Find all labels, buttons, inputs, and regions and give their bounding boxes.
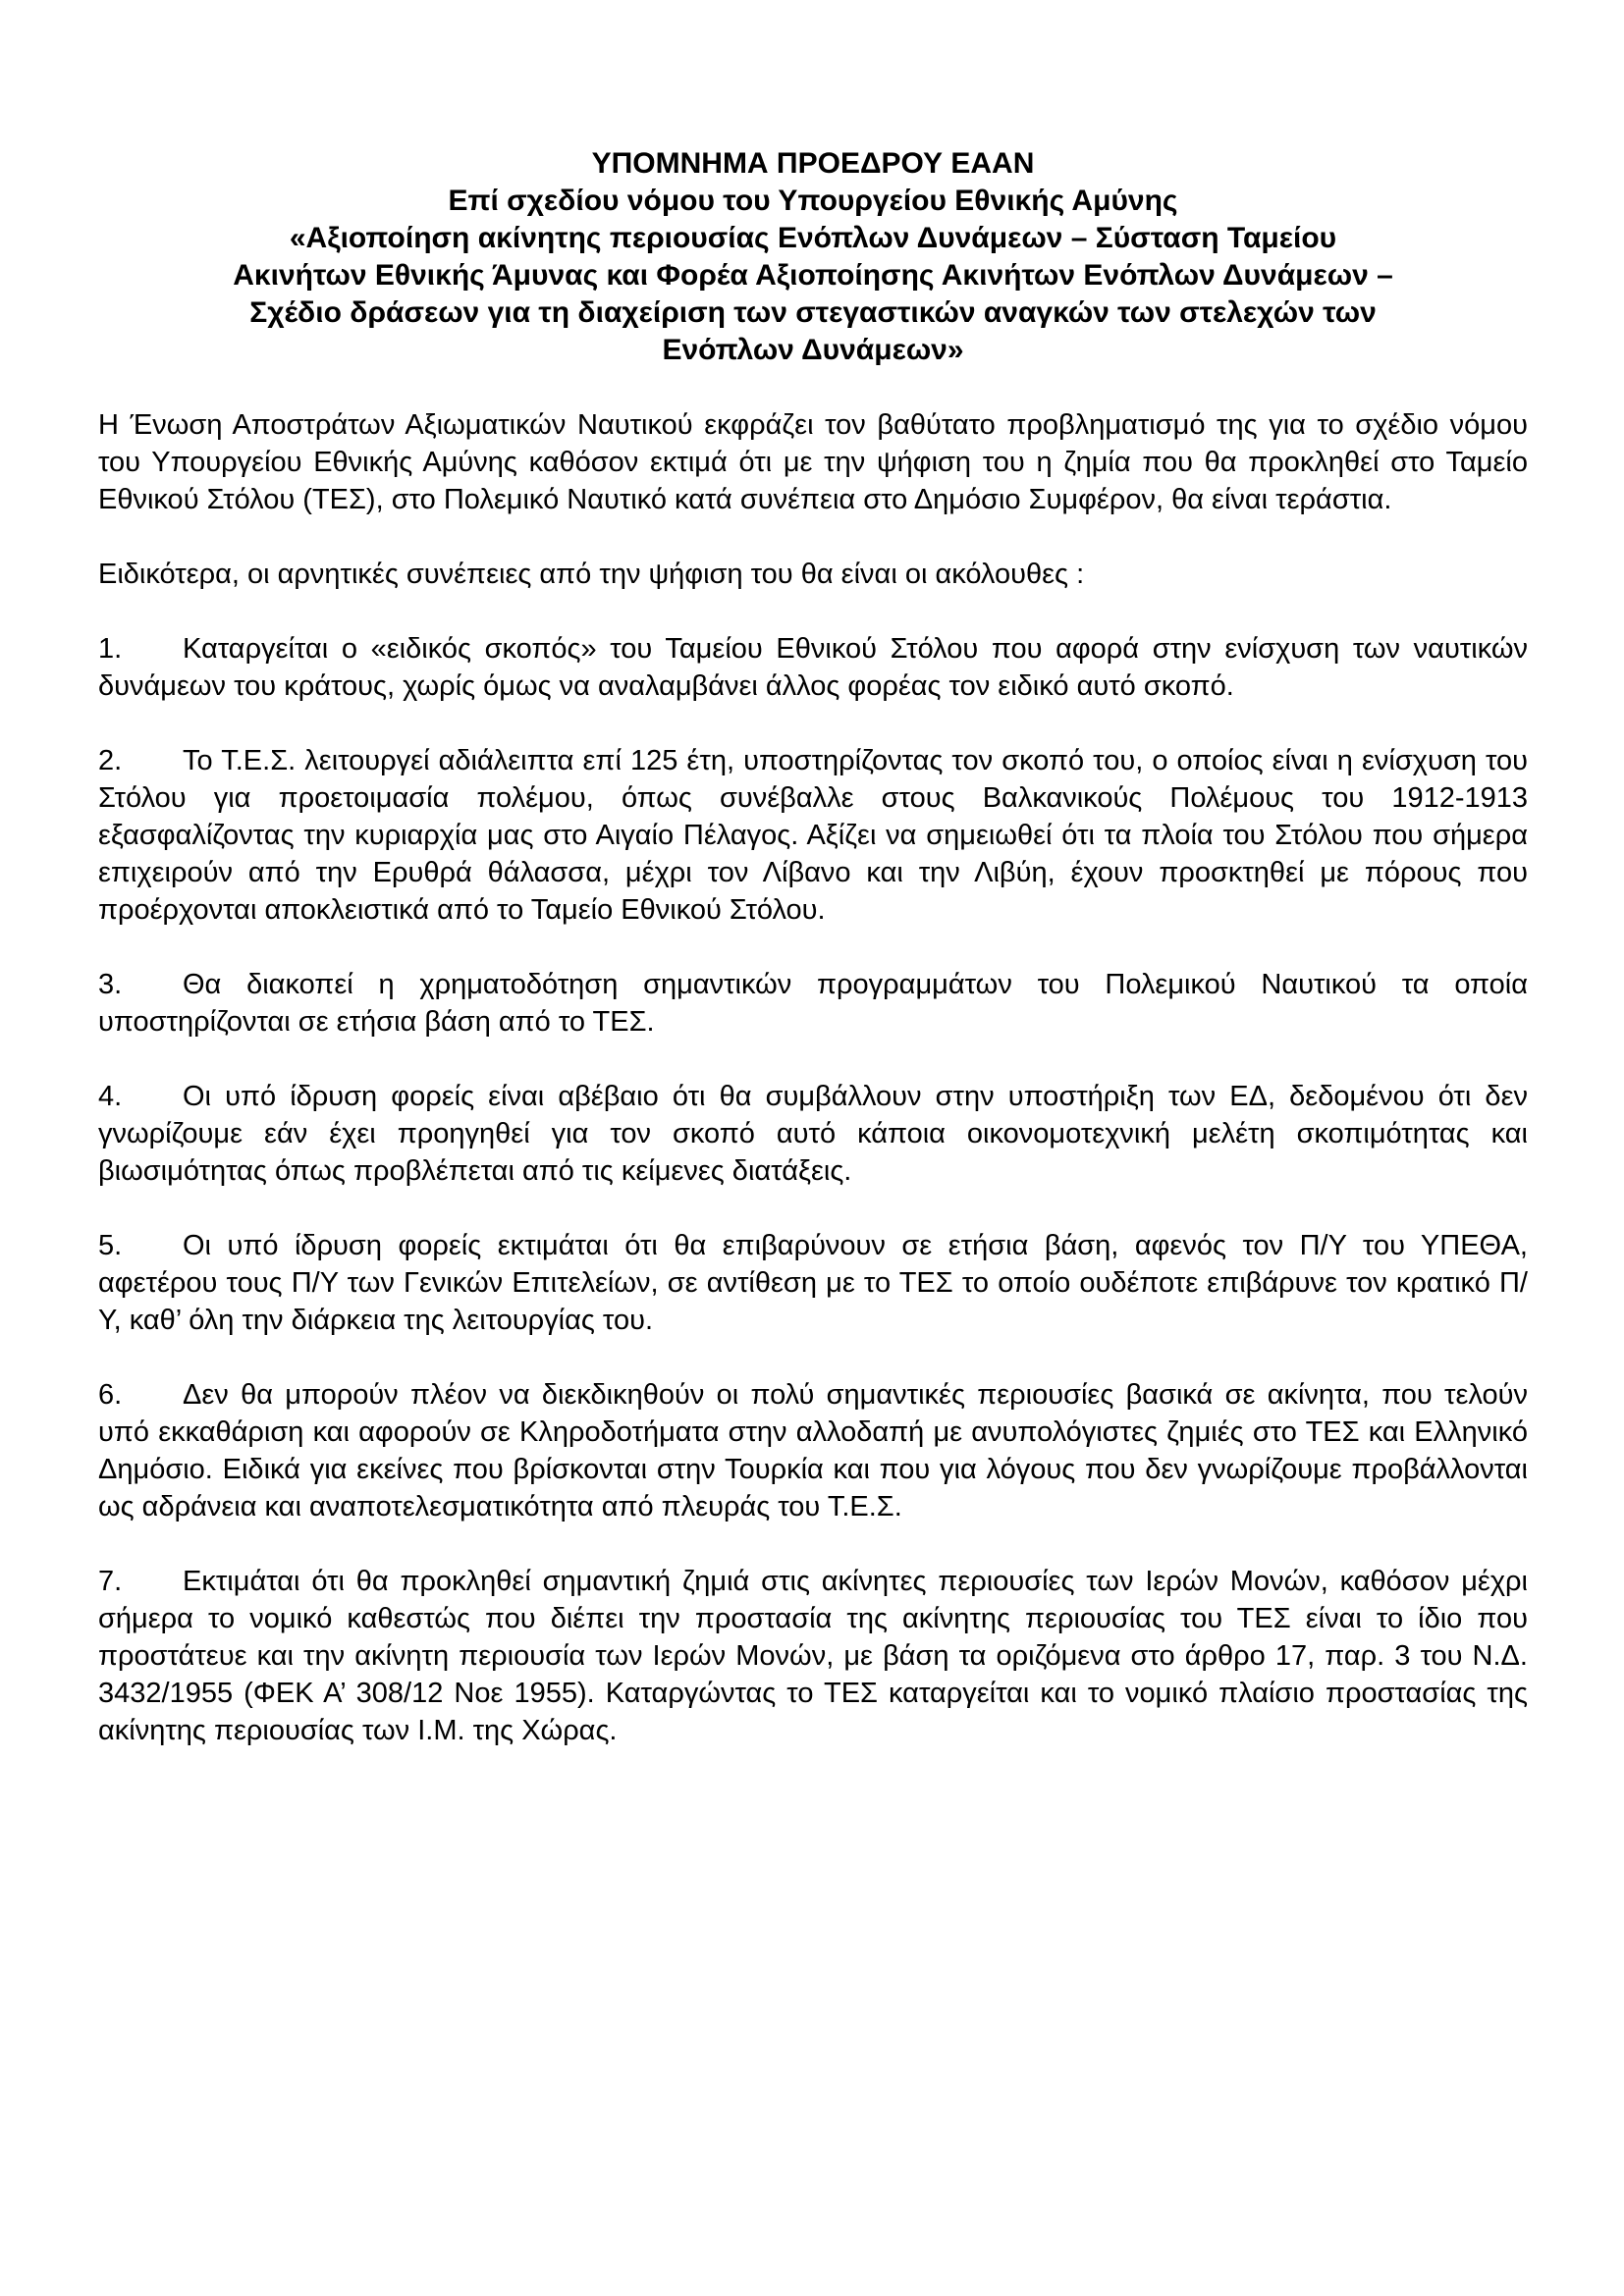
item-4-text: Οι υπό ίδρυση φορείς είναι αβέβαιο ότι θα συμβάλλουν στην υποστήριξη των ΕΔ, δεδομένου ότι δεν γνωρίζουμε εάν έχει προηγηθεί για τον σκοπό αυτό κάποια οικονομοτεχνική μελέτη σκοπιμότητας και βιωσιμότητας όπως προβλέπεται από τις κείμενες διατάξεις. [98, 1081, 1528, 1187]
item-5-text: Οι υπό ίδρυση φορείς εκτιμάται ότι θα επιβαρύνουν σε ετήσια βάση, αφενός τον Π/Υ του ΥΠΕΘΑ, αφετέρου τους Π/Υ των Γενικών Επιτελείων, σε αντίθεση με το ΤΕΣ το οποίο ουδέποτε επιβάρυνε τον κρατικό Π/Υ, καθ’ όλη την διάρκεια της λειτουργίας του. [98, 1230, 1528, 1336]
item-2-number: 2. [98, 745, 123, 776]
item-7-text: Εκτιμάται ότι θα προκληθεί σημαντική ζημιά στις ακίνητες περιουσίες των Ιερών Μονών, καθόσον μέχρι σήμερα το νομικό καθεστώς που διέπει την προστασία της ακίνητης περιουσίας του ΤΕΣ είναι το ίδιο που προστάτευε και την ακίνητη περιουσία των Ιερών Μονών, με βάση τα οριζόμενα στο άρθρο 17, παρ. 3 του Ν.Δ. 3432/1955 (ΦΕΚ Α’ 308/12 Νοε 1955). Καταργώντας το ΤΕΣ καταργείται και το νομικό πλαίσιο προστασίας της ακίνητης περιουσίας των Ι.Μ. της Χώρας. [98, 1566, 1528, 1746]
item-3-number: 3. [98, 969, 123, 1000]
memo-item-6 [98, 1376, 1528, 1525]
memo-item-5 [98, 1227, 1528, 1339]
title-line-1: ΥΠΟΜΝΗΜΑ ΠΡΟΕΔΡΟΥ ΕΑΑΝ [591, 147, 1035, 180]
memo-item-2 [98, 742, 1528, 929]
title-line-3: «Αξιοποίηση ακίνητης περιουσίας Ενόπλων Δυνάμεων – Σύσταση Ταμείου [289, 222, 1337, 254]
memo-item-4 [98, 1078, 1528, 1190]
memo-item-1 [98, 630, 1528, 705]
item-7-number: 7. [98, 1566, 123, 1597]
item-2-text: Το Τ.Ε.Σ. λειτουργεί αδιάλειπτα επί 125 έτη, υποστηρίζοντας τον σκοπό του, ο οποίος είναι η ενίσχυση του Στόλου για προετοιμασία πολέμου, όπως συνέβαλλε στους Βαλκανικούς Πολέμους του 1912-1913 εξασφαλίζοντας την κυριαρχία μας στο Αιγαίο Πέλαγος. Αξίζει να σημειωθεί ότι τα πλοία του Στόλου που σήμερα επιχειρούν από την Ερυθρά θάλασσα, μέχρι τον Λίβανο και την Λιβύη, έχουν προσκτηθεί με πόρους που προέρχονται αποκλειστικά από το Ταμείο Εθνικού Στόλου. [98, 745, 1528, 926]
item-6-number: 6. [98, 1379, 123, 1411]
item-4-number: 4. [98, 1081, 123, 1112]
memo-item-3 [98, 966, 1528, 1041]
item-1-number: 1. [98, 633, 123, 665]
item-5-number: 5. [98, 1230, 123, 1261]
memo-item-7 [98, 1563, 1528, 1749]
item-3-text: Θα διακοπεί η χρηματοδότηση σημαντικών προγραμμάτων του Πολεμικού Ναυτικού τα οποία υποστηρίζονται σε ετήσια βάση από το ΤΕΣ. [98, 969, 1528, 1038]
title-line-5: Σχέδιο δράσεων για τη διαχείριση των στεγαστικών αναγκών των στελεχών των [249, 296, 1377, 329]
list-intro-paragraph: Ειδικότερα, οι αρνητικές συνέπειες από την ψήφιση του θα είναι οι ακόλουθες : [98, 559, 1085, 590]
title-line-2: Επί σχεδίου νόμου του Υπουργείου Εθνικής Αμύνης [448, 185, 1178, 217]
item-1-text: Καταργείται ο «ειδικός σκοπός» του Ταμείου Εθνικού Στόλου που αφορά στην ενίσχυση των ναυτικών δυνάμεων του κράτους, χωρίς όμως να αναλαμβάνει άλλος φορέας τον ειδικό αυτό σκοπό. [98, 633, 1528, 702]
item-6-text: Δεν θα μπορούν πλέον να διεκδικηθούν οι πολύ σημαντικές περιουσίες βασικά σε ακίνητα, που τελούν υπό εκκαθάριση και αφορούν σε Κληροδοτήματα στην αλλοδαπή με ανυπολόγιστες ζημιές στο ΤΕΣ και Ελληνικό Δημόσιο. Ειδικά για εκείνες που βρίσκονται στην Τουρκία και που για λόγους που δεν γνωρίζουμε προβάλλονται ως αδράνεια και αναποτελεσματικότητα από πλευράς του Τ.Ε.Σ. [98, 1379, 1528, 1522]
memo-title [98, 145, 1528, 369]
title-line-6: Ενόπλων Δυνάμεων» [662, 334, 964, 366]
title-line-4: Ακινήτων Εθνικής Άμυνας και Φορέα Αξιοποίησης Ακινήτων Ενόπλων Δυνάμεων – [233, 259, 1393, 292]
intro-paragraph: Η Ένωση Αποστράτων Αξιωματικών Ναυτικού εκφράζει τον βαθύτατο προβληματισμό της για το σχέδιο νόμου του Υπουργείου Εθνικής Αμύνης καθόσον εκτιμά ότι με την ψήφιση του η ζημία που θα προκληθεί στο Ταμείο Εθνικού Στόλου (ΤΕΣ), στο Πολεμικό Ναυτικό κατά συνέπεια στο Δημόσιο Συμφέρον, θα είναι τεράστια. [98, 409, 1528, 515]
